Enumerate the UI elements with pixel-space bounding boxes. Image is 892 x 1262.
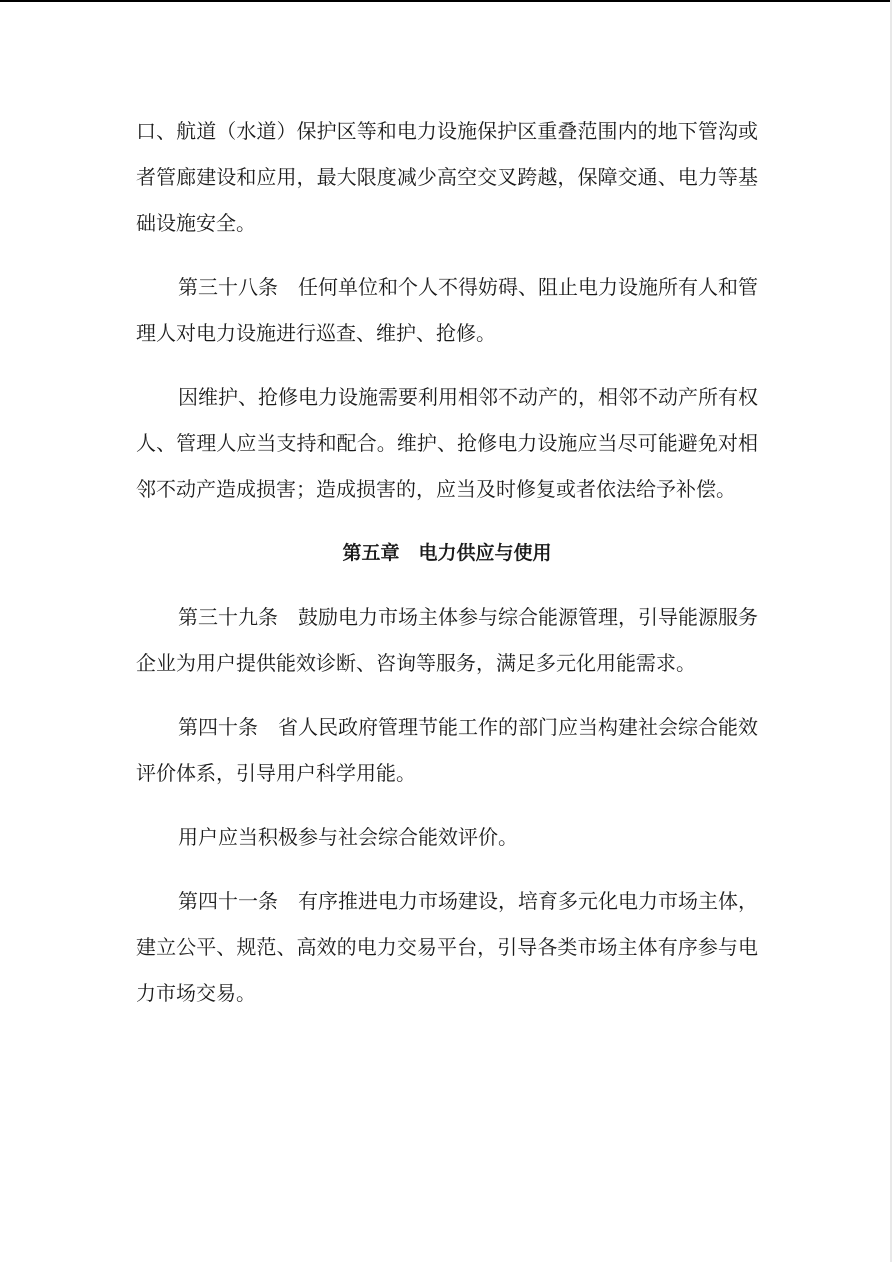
article-38: 第三十八条 任何单位和个人不得妨碍、阻止电力设施所有人和管理人对电力设施进行巡查、维护、抢修。 (136, 275, 758, 345)
page-top-border (0, 0, 892, 2)
chapter-title: 第五章 电力供应与使用 (342, 542, 552, 564)
document-page (136, 108, 758, 1016)
article-38-paragraph-2: 因维护、抢修电力设施需要利用相邻不动产的，相邻不动产所有权人、管理人应当支持和配合。维护、抢修电力设施应当尽可能避免对相邻不动产造成损害；造成损害的，应当及时修复或者依法给予补偿。 (136, 385, 758, 501)
paragraph-continuation: 口、航道（水道）保护区等和电力设施保护区重叠范围内的地下管沟或者管廊建设和应用，最大限度减少高空交叉跨越，保障交通、电力等基础设施安全。 (136, 119, 758, 235)
article-40: 第四十条 省人民政府管理节能工作的部门应当构建社会综合能效评价体系，引导用户科学用能。 (136, 715, 758, 785)
article-39: 第三十九条 鼓励电力市场主体参与综合能源管理，引导能源服务企业为用户提供能效诊断、咨询等服务，满足多元化用能需求。 (136, 605, 758, 675)
article-41: 第四十一条 有序推进电力市场建设，培育多元化电力市场主体，建立公平、规范、高效的电力交易平台，引导各类市场主体有序参与电力市场交易。 (136, 889, 758, 1005)
article-40-paragraph-2: 用户应当积极参与社会综合能效评价。 (178, 825, 518, 849)
